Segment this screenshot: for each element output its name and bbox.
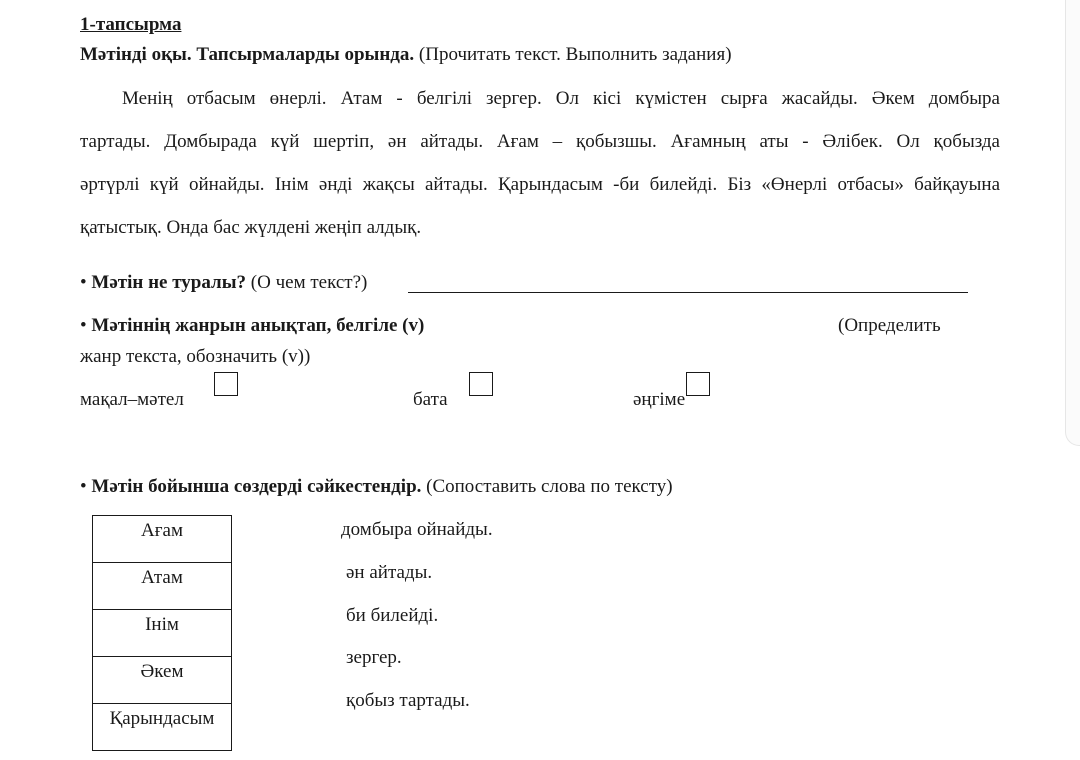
- genre-checkbox-proverb[interactable]: [214, 372, 238, 396]
- match-right-item: би билейді.: [346, 605, 439, 626]
- match-right-item: ән айтады.: [346, 562, 433, 583]
- question-2-bold: Мәтіннің жанрын анықтап, белгіле (v): [91, 315, 425, 336]
- question-1-translation: (О чем текст?): [246, 272, 368, 293]
- genre-checkbox-blessing[interactable]: [469, 372, 493, 396]
- task-title: 1-тапсырма: [80, 14, 182, 35]
- question-3-bold: Мәтін бойынша сөздерді сәйкестендір.: [91, 476, 422, 497]
- instruction: [80, 44, 732, 66]
- genre-label-blessing: бата: [413, 389, 448, 410]
- matching-table: [92, 515, 232, 751]
- match-right-item: зергер.: [346, 647, 402, 668]
- bullet: •: [80, 315, 87, 336]
- question-3-translation: (Сопоставить слова по тексту): [421, 476, 673, 497]
- scrollbar-edge[interactable]: [1065, 0, 1080, 446]
- match-left-cell: Інім: [93, 610, 232, 657]
- question-2-translation-end: жанр текста, обозначить (v)): [80, 346, 311, 367]
- question-1-bold: Мәтін не туралы?: [91, 272, 247, 293]
- paragraph-line-3: әртүрлі күй ойнайды. Інім әнді жақсы айтады. Қарындасым -би билейді. Біз «Өнерлі отбасы» байқауына: [80, 174, 1000, 195]
- question-3: [80, 476, 673, 498]
- paragraph-line-2: тартады. Домбырада күй шертіп, ән айтады. Ағам – қобызшы. Ағамның аты - Әлібек. Ол қобызда: [80, 131, 1000, 152]
- question-2-translation-start: (Определить: [838, 315, 941, 336]
- match-right-item: домбыра ойнайды.: [341, 519, 493, 540]
- match-right-item: қобыз тартады.: [346, 690, 470, 711]
- paragraph-line-1: Менің отбасым өнерлі. Атам - белгілі зергер. Ол кісі күмістен сырға жасайды. Әкем домбыра: [122, 88, 1000, 109]
- bullet: •: [80, 272, 87, 293]
- genre-checkbox-story[interactable]: [686, 372, 710, 396]
- question-2: [80, 315, 424, 337]
- match-left-cell: Ағам: [93, 516, 232, 563]
- question-1: [80, 272, 367, 294]
- match-left-cell: Қарындасым: [93, 704, 232, 751]
- answer-line[interactable]: [408, 292, 968, 293]
- match-left-cell: Әкем: [93, 657, 232, 704]
- genre-label-story: әңгіме: [633, 389, 686, 410]
- paragraph-line-4: қатыстық. Онда бас жүлдені жеңіп алдық.: [80, 217, 422, 238]
- bullet: •: [80, 476, 87, 497]
- genre-label-proverb: мақал–мәтел: [80, 389, 184, 410]
- match-left-cell: Атам: [93, 563, 232, 610]
- instruction-bold: Мәтінді оқы. Тапсырмаларды орында.: [80, 44, 415, 65]
- instruction-translation: (Прочитать текст. Выполнить задания): [414, 44, 732, 65]
